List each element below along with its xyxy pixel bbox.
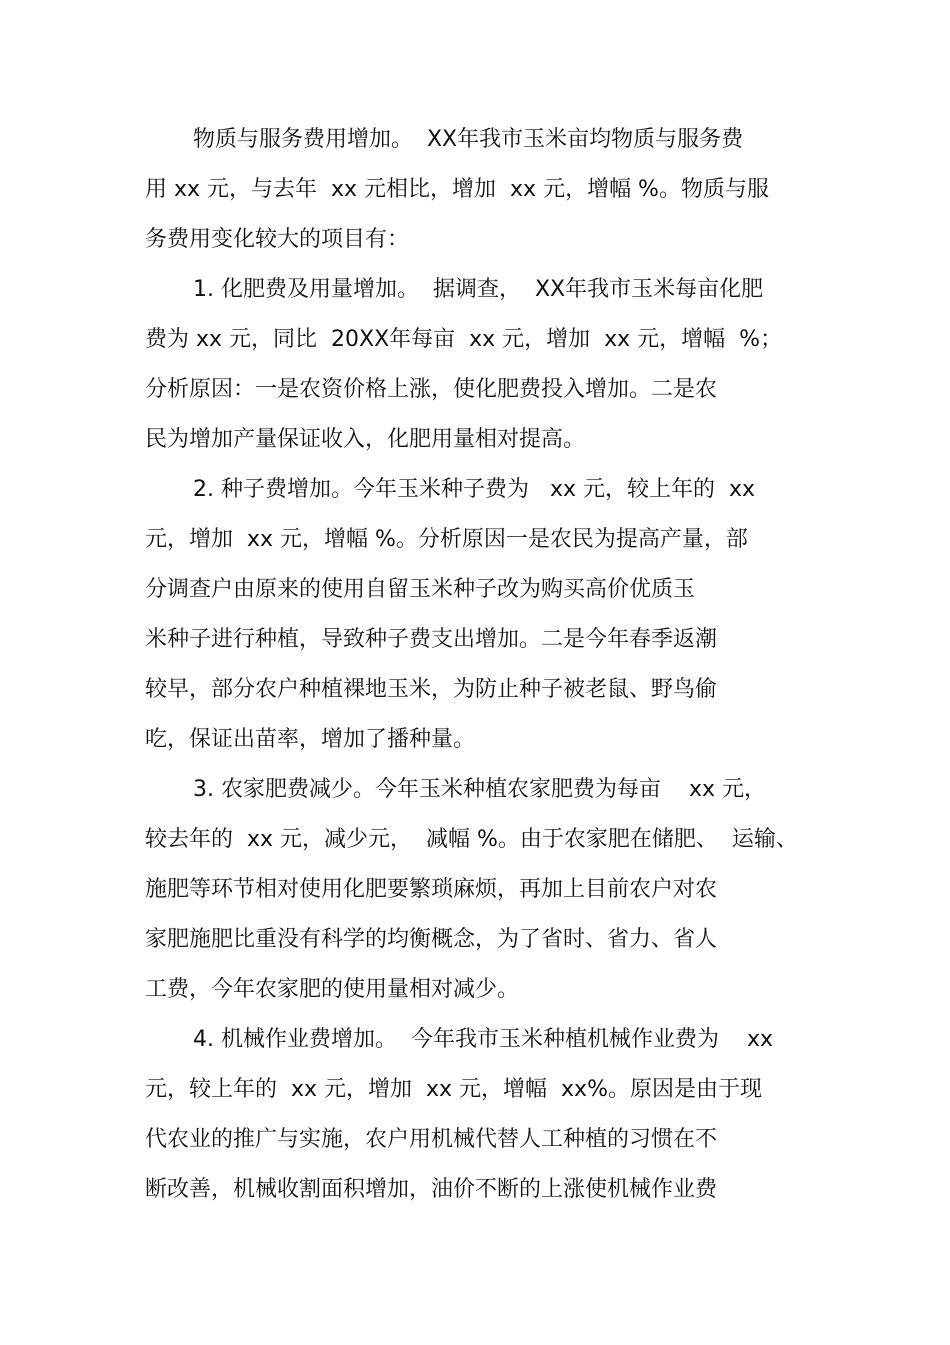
text-line: 分析原因：一是农资价格上涨，使化肥费投入增加。二是农 xyxy=(145,377,718,402)
text-line: 代农业的推广与实施，农户用机械代替人工种植的习惯在不 xyxy=(145,1127,718,1152)
text-line: 元，增加 xx 元，增幅 %。分析原因一是农民为提高产量，部 xyxy=(145,527,748,552)
list-item-heading: 1. 化肥费及用量增加。 据调查， XX年我市玉米每亩化肥 xyxy=(193,277,764,302)
text-line: 工费，今年农家肥的使用量相对减少。 xyxy=(145,977,520,1002)
list-item-heading: 4. 机械作业费增加。 今年我市玉米种植机械作业费为 xx xyxy=(193,1027,773,1052)
text-line: 家肥施肥比重没有科学的均衡概念，为了省时、省力、省人 xyxy=(145,927,718,952)
text-line: 元，较上年的 xx 元，增加 xx 元，增幅 xx%。原因是由于现 xyxy=(145,1077,762,1102)
text-line: 较早，部分农户种植裸地玉米，为防止种子被老鼠、野鸟偷 xyxy=(145,677,718,702)
text-line: 分调查户由原来的使用自留玉米种子改为购买高价优质玉 xyxy=(145,577,696,602)
list-item-heading: 2. 种子费增加。今年玉米种子费为 xx 元，较上年的 xx xyxy=(193,477,756,502)
text-line: 用 xx 元，与去年 xx 元相比，增加 xx 元，增幅 %。物质与服 xyxy=(145,177,769,202)
text-line: 米种子进行种植，导致种子费支出增加。二是今年春季返潮 xyxy=(145,627,718,652)
text-line: 断改善，机械收割面积增加，油价不断的上涨使机械作业费 xyxy=(145,1177,718,1202)
list-item-heading: 3. 农家肥费减少。今年玉米种植农家肥费为每亩 xx 元， xyxy=(193,777,766,802)
text-line: 施肥等环节相对使用化肥要繁琐麻烦，再加上目前农户对农 xyxy=(145,877,718,902)
text-line: 民为增加产量保证收入，化肥用量相对提高。 xyxy=(145,427,586,452)
text-line: 费为 xx 元，同比 20XX年每亩 xx 元，增加 xx 元，增幅 %； xyxy=(145,327,783,352)
text-line: 物质与服务费用增加。 XX年我市玉米亩均物质与服务费 xyxy=(193,127,744,152)
text-line: 吃，保证出苗率，增加了播种量。 xyxy=(145,727,476,752)
text-line: 务费用变化较大的项目有： xyxy=(145,227,410,252)
text-line: 较去年的 xx 元，减少元， 减幅 %。由于农家肥在储肥、 运输、 xyxy=(145,827,798,852)
